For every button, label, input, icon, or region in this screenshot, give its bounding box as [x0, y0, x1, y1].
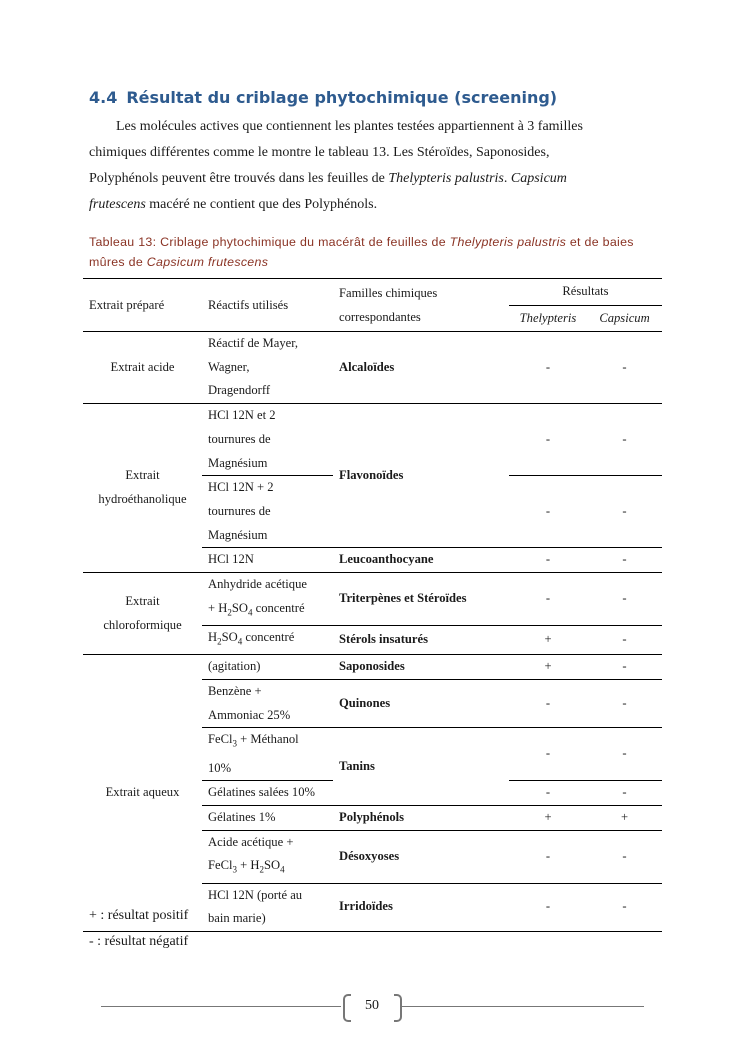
result-thelypteris: -	[545, 552, 551, 567]
species-name: frutescens	[89, 197, 146, 212]
result-capsicum: -	[622, 899, 627, 914]
legend-negative: - : résultat négatif	[89, 934, 189, 949]
reactif-cell	[202, 830, 333, 883]
famille-cell: Polyphénols	[333, 805, 509, 830]
result-capsicum: -	[587, 830, 662, 883]
header-thelypteris: Thelypteris	[509, 306, 587, 332]
reactif-text: + H	[237, 858, 260, 873]
table-row	[83, 404, 662, 476]
reactif-text: FeCl	[208, 858, 233, 873]
result-capsicum: -	[622, 632, 627, 647]
result-thelypteris: -	[509, 679, 587, 727]
section-heading	[89, 88, 557, 107]
reactif-text: + H	[208, 600, 228, 615]
table-row	[83, 655, 662, 680]
extrait-line: hydroéthanolique	[98, 492, 187, 507]
reactif-text: SO	[221, 629, 238, 644]
reactif-cell	[202, 476, 333, 548]
extrait-line: Extrait	[125, 468, 160, 483]
section-title: Résultat du criblage phytochimique (screening)	[126, 88, 558, 107]
reactif-text: FeCl	[208, 732, 233, 747]
caption-text: Tableau 13: Criblage phytochimique du macérât de feuilles de	[89, 235, 450, 249]
reactif-cell	[202, 679, 333, 727]
screening-table	[83, 278, 662, 932]
page-number: 50	[365, 998, 379, 1013]
result-capsicum: -	[587, 476, 662, 548]
subscript: 4	[237, 636, 243, 647]
reactif-line: HCl 12N + 2	[208, 480, 274, 495]
result-capsicum: +	[587, 805, 662, 830]
result-thelypteris: -	[509, 781, 587, 806]
extrait-cell: Extrait acide	[110, 359, 175, 374]
subscript: 2	[217, 636, 222, 647]
reactif-line: bain marie)	[208, 911, 266, 926]
result-capsicum: -	[587, 573, 662, 626]
subscript: 4	[280, 864, 285, 875]
result-thelypteris: -	[509, 476, 587, 548]
result-capsicum: -	[587, 404, 662, 476]
subscript: 2	[259, 864, 264, 875]
reactif-line: Wagner,	[208, 359, 250, 374]
famille-cell: Flavonoïdes	[339, 467, 404, 482]
extrait-cell: Extrait aqueux	[83, 655, 202, 932]
result-capsicum: -	[587, 655, 662, 680]
reactif-line: Anhydride acétique	[208, 577, 307, 592]
reactif-cell: (agitation)	[202, 655, 333, 680]
famille-cell: Quinones	[333, 679, 509, 727]
species-name: Thelypteris palustris	[388, 171, 504, 186]
reactif-cell: Gélatines salées 10%	[202, 781, 333, 806]
result-capsicum: -	[587, 679, 662, 727]
table-row	[83, 573, 662, 626]
reactif-text: SO	[231, 600, 248, 615]
header-reactifs: Réactifs utilisés	[202, 279, 333, 332]
famille-cell: Alcaloïdes	[339, 359, 395, 374]
paragraph-line-4	[89, 192, 649, 218]
reactif-line: Acide acétique +	[208, 834, 294, 849]
reactif-cell	[202, 573, 333, 626]
paragraph-line-3	[89, 166, 649, 192]
paragraph-line-1: Les molécules actives que contiennent les plantes testées appartiennent à 3 familles	[116, 119, 583, 134]
header-resultats: Résultats	[509, 279, 662, 306]
section-number: 4.4	[89, 88, 118, 107]
reactif-line: HCl 12N (porté au	[208, 887, 303, 902]
extrait-line: chloroformique	[103, 617, 182, 632]
result-thelypteris: +	[544, 632, 552, 647]
reactif-line: Dragendorff	[208, 383, 271, 398]
result-thelypteris: -	[509, 573, 587, 626]
reactif-cell	[202, 883, 333, 931]
header-familles-line: Familles chimiques	[339, 285, 438, 300]
reactif-cell	[202, 728, 333, 781]
reactif-line: Magnésium	[208, 527, 268, 542]
extrait-line: Extrait	[125, 593, 160, 608]
extrait-cell	[83, 404, 202, 573]
subscript: 4	[247, 607, 253, 618]
reactif-line: Ammoniac 25%	[208, 707, 291, 722]
header-extrait: Extrait préparé	[83, 279, 202, 332]
famille-cell: Irridoïdes	[339, 899, 393, 914]
species-name: Capsicum	[510, 171, 567, 186]
famille-cell: Tanins	[333, 728, 509, 806]
paragraph-text: Polyphénols peuvent être trouvés dans les feuilles de	[89, 171, 389, 186]
header-familles	[333, 279, 509, 332]
paragraph-text: macéré ne contient que des Polyphénols.	[145, 197, 378, 212]
reactif-text: concentré	[242, 629, 295, 644]
famille-cell: Leucoanthocyane	[333, 548, 509, 573]
caption-species: Capsicum frutescens	[146, 255, 269, 269]
footer-brace-left	[343, 994, 351, 1022]
result-capsicum: -	[622, 359, 627, 374]
reactif-cell	[202, 404, 333, 476]
header-familles-line: correspondantes	[339, 309, 421, 324]
caption-species: Thelypteris palustris	[449, 235, 567, 249]
legend-positive: + : résultat positif	[89, 908, 189, 923]
reactif-cell	[202, 332, 333, 404]
reactif-text: concentré	[252, 600, 305, 615]
result-thelypteris: +	[509, 805, 587, 830]
reactif-line: HCl 12N et 2	[208, 408, 276, 423]
famille-cell: Stérols insaturés	[339, 632, 428, 647]
reactif-text: + Méthanol	[237, 732, 299, 747]
famille-cell: Saponosides	[333, 655, 509, 680]
famille-cell: Triterpènes et Stéroïdes	[333, 573, 509, 626]
reactif-cell	[202, 625, 333, 654]
subscript: 2	[227, 607, 232, 618]
reactif-cell: HCl 12N	[208, 552, 254, 567]
footer-brace-right	[394, 994, 402, 1022]
paragraph-text: .	[503, 171, 511, 186]
extrait-cell	[83, 573, 202, 655]
reactif-line: Réactif de Mayer,	[208, 336, 299, 350]
reactif-line: tournures de	[208, 503, 271, 518]
table-caption	[89, 232, 649, 272]
result-capsicum: -	[622, 552, 627, 567]
reactif-text: H	[208, 629, 218, 644]
subscript: 3	[232, 864, 237, 875]
reactif-line: tournures de	[208, 431, 271, 446]
footer-rule-left	[101, 1006, 341, 1007]
result-capsicum: -	[587, 781, 662, 806]
reactif-line: Benzène +	[208, 683, 262, 698]
result-thelypteris: -	[545, 899, 551, 914]
reactif-line: Magnésium	[208, 455, 268, 470]
result-thelypteris: -	[509, 728, 587, 781]
reactif-cell: Gélatines 1%	[202, 805, 333, 830]
reactif-line: 10%	[208, 760, 232, 775]
table-row	[83, 332, 662, 404]
reactif-text: SO	[264, 858, 281, 873]
result-thelypteris: +	[509, 655, 587, 680]
paragraph-line-2: chimiques différentes comme le montre le tableau 13. Les Stéroïdes, Saponosides,	[89, 145, 550, 160]
footer-rule-right	[402, 1006, 644, 1007]
caption-text: et de baies mûres de	[89, 235, 634, 269]
result-thelypteris: -	[509, 830, 587, 883]
famille-cell: Désoxyoses	[333, 830, 509, 883]
result-thelypteris: -	[545, 359, 551, 374]
header-capsicum: Capsicum	[587, 306, 662, 332]
result-capsicum: -	[587, 728, 662, 781]
result-thelypteris: -	[509, 404, 587, 476]
subscript: 3	[232, 738, 237, 749]
